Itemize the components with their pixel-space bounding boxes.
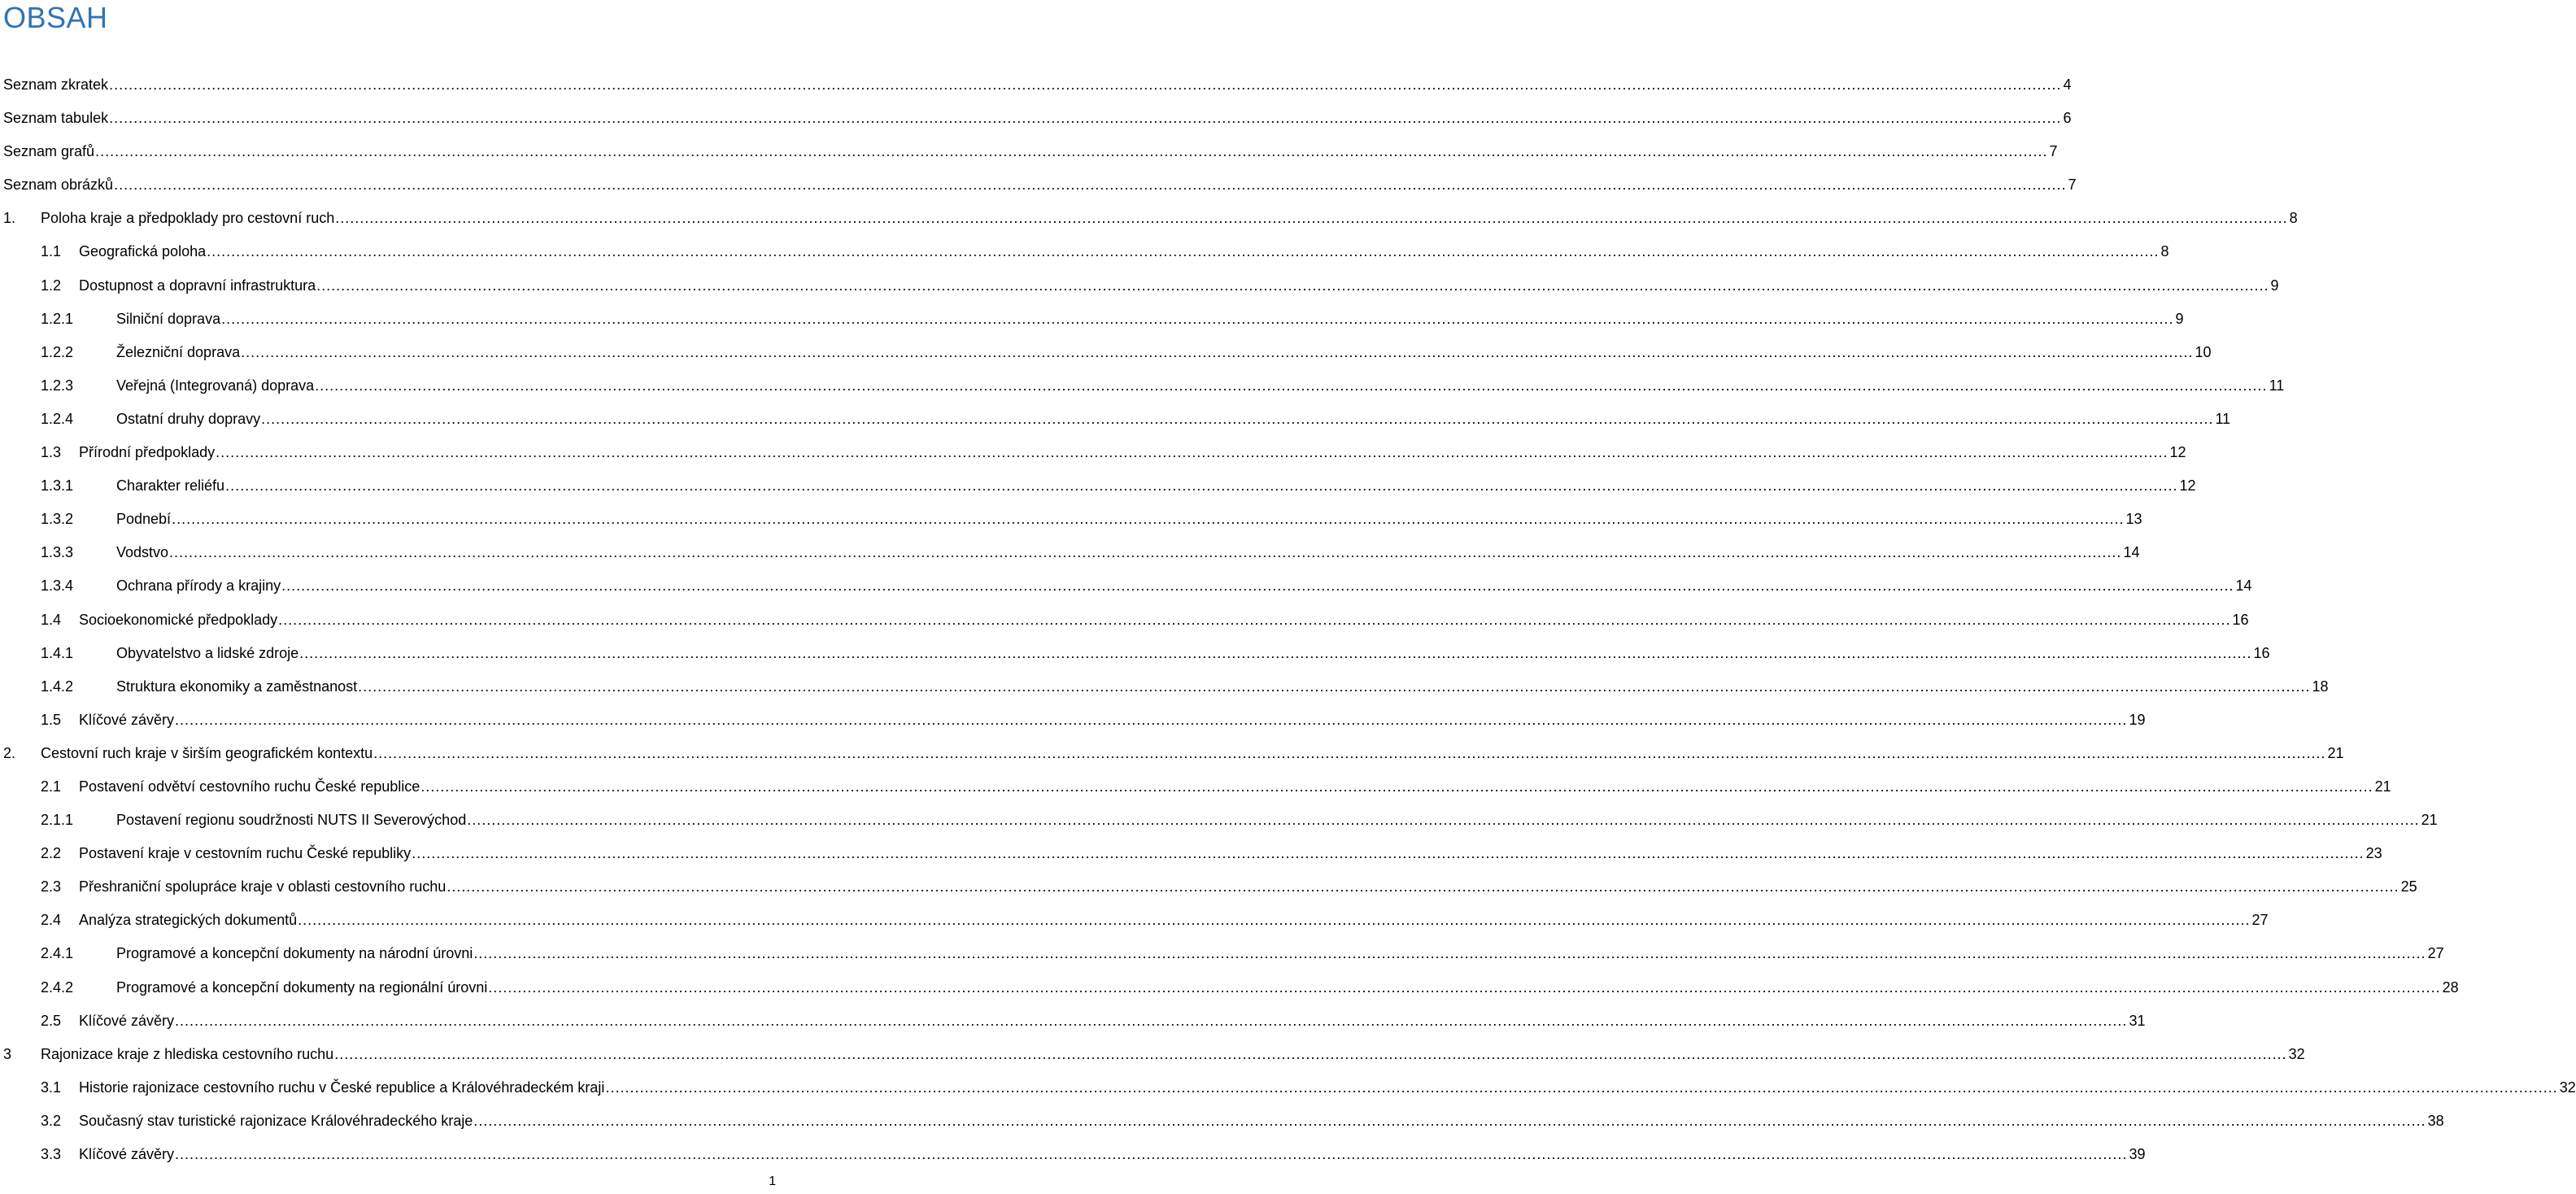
toc-dot-leader: ................................................................................................................................................................................................................................................................................................................................................................................................................ (473, 945, 2426, 962)
toc-entry-label[interactable]: Seznam obrázků (3, 168, 114, 202)
toc-entry-label[interactable]: Ostatní druhy dopravy (116, 403, 261, 436)
toc-entry-number: 2.2 (41, 845, 62, 862)
toc-entry-page[interactable]: 38 (2427, 1112, 2444, 1129)
toc-dot-leader: ................................................................................................................................................................................................................................................................................................................................................................................................................ (109, 110, 2062, 127)
toc-entry-label[interactable]: Socioekonomické předpoklady (79, 604, 278, 637)
toc-entry-label[interactable]: Programové a koncepční dokumenty na regionální úrovni (116, 971, 488, 1004)
toc-dot-leader: ................................................................................................................................................................................................................................................................................................................................................................................................................ (175, 711, 2128, 728)
toc-entry-number: 1.3.3 (41, 544, 74, 561)
toc-dot-leader: ................................................................................................................................................................................................................................................................................................................................................................................................................ (473, 1112, 2426, 1129)
toc-entry-label[interactable]: Cestovní ruch kraje v širším geografickém kontextu (41, 737, 373, 770)
toc-entry-label[interactable]: Analýza strategických dokumentů (79, 904, 298, 937)
toc-entry[interactable] (3, 737, 2344, 770)
toc-entry-label[interactable]: Struktura ekonomiky a zaměstnanost (116, 670, 358, 704)
toc-entry[interactable] (3, 536, 2140, 569)
toc-entry-label[interactable]: Postavení regionu soudržnosti NUTS II Severovýchod (116, 804, 467, 837)
toc-dot-leader: ................................................................................................................................................................................................................................................................................................................................................................................................................ (172, 511, 2125, 528)
toc-entry-page[interactable]: 16 (2232, 611, 2249, 628)
toc-entry[interactable] (3, 336, 2212, 369)
toc-entry-page[interactable]: 8 (2289, 210, 2298, 227)
toc-dot-leader: ................................................................................................................................................................................................................................................................................................................................................................................................................ (299, 644, 2252, 661)
toc-dot-leader: ................................................................................................................................................................................................................................................................................................................................................................................................................ (261, 410, 2214, 427)
toc-dot-leader: ................................................................................................................................................................................................................................................................................................................................................................................................................ (335, 210, 2288, 227)
toc-dot-leader: ................................................................................................................................................................................................................................................................................................................................................................................................................ (358, 678, 2311, 695)
toc-entry-label[interactable]: Postavení odvětví cestovního ruchu České republice (79, 770, 421, 804)
toc-entry[interactable] (3, 1038, 2305, 1071)
toc-entry[interactable] (3, 870, 2417, 904)
toc-entry-number: 1.4.2 (41, 678, 74, 695)
toc-entry[interactable] (3, 202, 2298, 235)
toc-entry-label[interactable]: Poloha kraje a předpoklady pro cestovní ruch (41, 202, 335, 235)
toc-entry-label[interactable]: Veřejná (Integrovaná) doprava (116, 369, 315, 403)
toc-entry-label[interactable]: Obyvatelstvo a lidské zdroje (116, 637, 299, 670)
toc-entry-label[interactable]: Rajonizace kraje z hlediska cestovního ruchu (41, 1038, 334, 1071)
toc-dot-leader: ................................................................................................................................................................................................................................................................................................................................................................................................................ (216, 444, 2168, 461)
toc-entry[interactable] (3, 503, 2142, 536)
toc-entry-page[interactable]: 11 (2215, 410, 2231, 427)
toc-dot-leader: ................................................................................................................................................................................................................................................................................................................................................................................................................ (316, 277, 2269, 294)
toc-entry[interactable] (3, 469, 2196, 503)
toc-entry-number: 1.5 (41, 711, 62, 728)
toc-entry[interactable] (3, 102, 2072, 135)
toc-entry[interactable] (3, 1105, 2444, 1138)
toc-entry-label[interactable]: Historie rajonizace cestovního ruchu v České republice a Královéhradeckém kraji (79, 1071, 605, 1105)
table-of-contents (3, 68, 2576, 1171)
toc-entry-page[interactable]: 9 (2175, 310, 2184, 327)
toc-entry-number: 2.4.2 (41, 978, 74, 996)
toc-entry[interactable] (3, 235, 2169, 268)
toc-entry[interactable] (3, 604, 2249, 637)
toc-dot-leader: ................................................................................................................................................................................................................................................................................................................................................................................................................ (605, 1079, 2558, 1096)
toc-dot-leader: ................................................................................................................................................................................................................................................................................................................................................................................................................ (169, 544, 2122, 561)
toc-entry-number: 1.2.1 (41, 310, 74, 327)
toc-entry-number: 1.3.2 (41, 511, 74, 528)
toc-entry-page[interactable]: 25 (2400, 878, 2417, 896)
toc-dot-leader: ................................................................................................................................................................................................................................................................................................................................................................................................................ (278, 611, 2231, 628)
toc-entry-page[interactable]: 11 (2269, 377, 2285, 394)
page-title: OBSAH (3, 1, 108, 34)
toc-entry[interactable] (3, 837, 2382, 870)
toc-entry[interactable] (3, 971, 2459, 1004)
toc-entry-page[interactable]: 19 (2129, 711, 2146, 728)
toc-entry-label[interactable]: Klíčové závěry (79, 1004, 175, 1038)
toc-entry[interactable] (3, 804, 2438, 837)
toc-entry-page[interactable]: 31 (2129, 1012, 2146, 1029)
toc-entry-label[interactable]: Klíčové závěry (79, 704, 175, 737)
toc-entry-number: 3.2 (41, 1112, 62, 1129)
toc-entry-number: 2.1 (41, 778, 62, 795)
toc-entry-number: 3.1 (41, 1079, 62, 1096)
toc-entry-number: 1.3.1 (41, 477, 74, 495)
toc-entry-label[interactable]: Přírodní předpoklady (79, 436, 216, 469)
toc-entry-page[interactable]: 21 (2421, 812, 2438, 829)
toc-entry-number: 2.4 (41, 912, 62, 929)
toc-entry-label[interactable]: Klíčové závěry (79, 1138, 175, 1171)
toc-dot-leader: ................................................................................................................................................................................................................................................................................................................................................................................................................ (315, 377, 2268, 394)
toc-dot-leader: ................................................................................................................................................................................................................................................................................................................................................................................................................ (467, 812, 2420, 829)
toc-entry-page[interactable]: 4 (2063, 76, 2072, 93)
toc-entry-page[interactable]: 32 (2288, 1045, 2305, 1062)
toc-entry-page[interactable]: 14 (2123, 544, 2140, 561)
toc-dot-leader: ................................................................................................................................................................................................................................................................................................................................................................................................................ (207, 243, 2160, 260)
toc-entry-label[interactable]: Železniční doprava (116, 336, 241, 369)
toc-dot-leader: ................................................................................................................................................................................................................................................................................................................................................................................................................ (488, 978, 2441, 996)
toc-dot-leader: ................................................................................................................................................................................................................................................................................................................................................................................................................ (281, 577, 2234, 595)
toc-entry-number: 1.2.3 (41, 377, 74, 394)
toc-entry-number: 2.4.1 (41, 945, 74, 962)
toc-entry-page[interactable]: 12 (2179, 477, 2196, 495)
toc-entry-number: 3 (3, 1045, 12, 1062)
toc-entry-label[interactable]: Současný stav turistické rajonizace Královéhradeckého kraje (79, 1105, 473, 1138)
toc-entry-label[interactable]: Přeshraniční spolupráce kraje v oblasti cestovního ruchu (79, 870, 447, 904)
toc-entry-page[interactable]: 32 (2559, 1079, 2576, 1096)
toc-entry-number: 1.1 (41, 243, 62, 260)
toc-entry[interactable] (3, 269, 2279, 303)
toc-entry-label[interactable]: Seznam tabulek (3, 102, 109, 135)
toc-dot-leader: ................................................................................................................................................................................................................................................................................................................................................................................................................ (114, 176, 2067, 194)
toc-dot-leader: ................................................................................................................................................................................................................................................................................................................................................................................................................ (421, 778, 2373, 795)
toc-entry-number: 1. (3, 210, 16, 227)
toc-entry-page[interactable]: 23 (2365, 845, 2382, 862)
toc-entry[interactable] (3, 1138, 2146, 1171)
toc-entry-page[interactable]: 16 (2253, 644, 2270, 661)
toc-entry[interactable] (3, 770, 2391, 804)
toc-dot-leader: ................................................................................................................................................................................................................................................................................................................................................................................................................ (447, 878, 2399, 896)
toc-entry-label[interactable]: Silniční doprava (116, 303, 221, 336)
toc-entry-label[interactable]: Vodstvo (116, 536, 169, 569)
toc-entry-number: 1.2.4 (41, 410, 74, 427)
toc-entry-page[interactable]: 28 (2442, 978, 2459, 996)
toc-entry-page[interactable]: 13 (2125, 511, 2142, 528)
toc-entry[interactable] (3, 937, 2444, 970)
toc-entry[interactable] (3, 403, 2231, 436)
toc-entry-number: 1.4.1 (41, 644, 74, 661)
toc-entry-number: 1.2 (41, 277, 62, 294)
toc-dot-leader: ................................................................................................................................................................................................................................................................................................................................................................................................................ (373, 744, 2326, 761)
toc-entry-page[interactable]: 27 (2427, 945, 2444, 962)
toc-entry[interactable] (3, 369, 2285, 403)
toc-entry[interactable] (3, 704, 2146, 737)
toc-entry-page[interactable]: 8 (2160, 243, 2169, 260)
toc-entry-page[interactable]: 27 (2251, 912, 2269, 929)
toc-entry-page[interactable]: 10 (2195, 343, 2212, 360)
toc-entry[interactable] (3, 303, 2184, 336)
toc-entry-page[interactable]: 7 (2049, 143, 2058, 160)
toc-entry[interactable] (3, 1004, 2146, 1038)
toc-entry-page[interactable]: 7 (2068, 176, 2077, 194)
toc-entry[interactable] (3, 168, 2077, 202)
toc-dot-leader: ................................................................................................................................................................................................................................................................................................................................................................................................................ (334, 1045, 2287, 1062)
toc-entry[interactable] (3, 135, 2058, 168)
toc-entry-number: 1.3.4 (41, 577, 74, 595)
toc-entry-page[interactable]: 18 (2312, 678, 2329, 695)
toc-entry-page[interactable]: 21 (2327, 744, 2344, 761)
toc-entry[interactable] (3, 904, 2269, 937)
toc-entry-label[interactable]: Seznam zkratek (3, 68, 109, 102)
toc-entry-number: 2. (3, 744, 16, 761)
toc-entry-label[interactable]: Seznam grafů (3, 135, 95, 168)
toc-entry-label[interactable]: Charakter reliéfu (116, 469, 225, 503)
toc-entry-label[interactable]: Ochrana přírody a krajiny (116, 569, 281, 603)
toc-entry-page[interactable]: 6 (2063, 110, 2072, 127)
toc-entry-label[interactable]: Dostupnost a dopravní infrastruktura (79, 269, 316, 303)
toc-entry-number: 1.2.2 (41, 343, 74, 360)
toc-entry-number: 2.3 (41, 878, 62, 896)
toc-entry-number: 2.1.1 (41, 812, 74, 829)
toc-entry-number: 1.4 (41, 611, 62, 628)
toc-dot-leader: ................................................................................................................................................................................................................................................................................................................................................................................................................ (221, 310, 2174, 327)
toc-dot-leader: ................................................................................................................................................................................................................................................................................................................................................................................................................ (241, 343, 2194, 360)
toc-entry-page[interactable]: 9 (2270, 277, 2279, 294)
toc-dot-leader: ................................................................................................................................................................................................................................................................................................................................................................................................................ (412, 845, 2365, 862)
toc-entry-page[interactable]: 21 (2374, 778, 2391, 795)
toc-entry-number: 3.3 (41, 1146, 62, 1162)
toc-entry-page[interactable]: 39 (2129, 1146, 2146, 1162)
toc-entry-label[interactable]: Programové a koncepční dokumenty na národní úrovni (116, 937, 473, 970)
toc-entry[interactable] (3, 670, 2329, 704)
toc-entry-label[interactable]: Postavení kraje v cestovním ruchu České republiky (79, 837, 412, 870)
toc-entry-page[interactable]: 12 (2169, 444, 2186, 461)
toc-entry[interactable] (3, 436, 2186, 469)
toc-dot-leader: ................................................................................................................................................................................................................................................................................................................................................................................................................ (175, 1012, 2128, 1029)
page-number: 1 (769, 1174, 776, 1188)
toc-entry-number: 2.5 (41, 1012, 62, 1029)
toc-dot-leader: ................................................................................................................................................................................................................................................................................................................................................................................................................ (175, 1146, 2128, 1162)
toc-entry[interactable] (3, 1071, 2576, 1105)
toc-dot-leader: ................................................................................................................................................................................................................................................................................................................................................................................................................ (95, 143, 2048, 160)
toc-entry-page[interactable]: 14 (2235, 577, 2252, 595)
toc-dot-leader: ................................................................................................................................................................................................................................................................................................................................................................................................................ (298, 912, 2251, 929)
toc-dot-leader: ................................................................................................................................................................................................................................................................................................................................................................................................................ (109, 76, 2062, 93)
toc-entry-number: 1.3 (41, 444, 62, 461)
toc-entry-label[interactable]: Podnebí (116, 503, 172, 536)
toc-entry[interactable] (3, 569, 2252, 603)
toc-dot-leader: ................................................................................................................................................................................................................................................................................................................................................................................................................ (225, 477, 2178, 495)
toc-entry[interactable] (3, 637, 2270, 670)
toc-entry-label[interactable]: Geografická poloha (79, 235, 207, 268)
toc-entry[interactable] (3, 68, 2072, 102)
